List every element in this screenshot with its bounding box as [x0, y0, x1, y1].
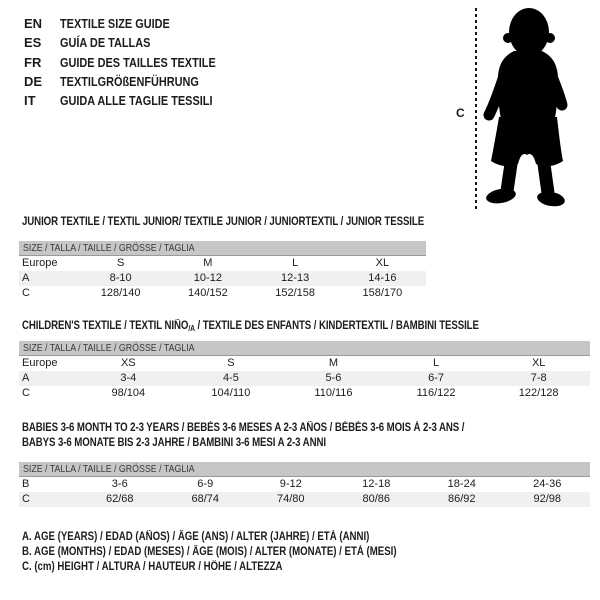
table-cell: XL — [531, 357, 546, 369]
table-cell: 74/80 — [276, 493, 305, 505]
language-title: TEXTILGRÖßENFÜHRUNG — [60, 73, 199, 89]
table-cell: L — [292, 257, 299, 269]
size-bar-label: SIZE / TALLA / TAILLE / GRÖSSE / TAGLIA — [23, 342, 195, 354]
language-code: DE — [24, 73, 43, 89]
babies-title-line1: BABIES 3-6 MONTH TO 2-3 YEARS / BEBÉS 3-6 MESES A 2-3 AÑOS / BÉBÉS 3-6 MOIS À 2-3 ANS / — [22, 422, 465, 434]
table-cell: 5-6 — [325, 372, 342, 384]
language-row-en — [24, 14, 245, 33]
table-cell: 12-13 — [281, 272, 310, 284]
babies-section-title — [22, 421, 549, 450]
row-label: Europe — [22, 257, 58, 269]
table-cell: 98/104 — [111, 387, 146, 399]
babies-size-table — [19, 462, 590, 507]
table-cell: 80/86 — [362, 493, 391, 505]
table-cell: M — [328, 357, 339, 369]
table-cell: 3-6 — [111, 478, 128, 490]
size-bar — [19, 462, 590, 477]
table-row-height — [19, 286, 426, 301]
height-measure-label: C — [456, 106, 465, 120]
language-title-list — [24, 14, 245, 110]
table-row-age-months — [19, 477, 590, 492]
language-row-de — [24, 72, 245, 91]
table-cell: 10-12 — [193, 272, 222, 284]
table-cell: 68/74 — [191, 493, 220, 505]
size-bar-label: SIZE / TALLA / TAILLE / GRÖSSE / TAGLIA — [23, 242, 195, 254]
table-cell: 12-18 — [362, 478, 391, 490]
language-title: GUIDA ALLE TAGLIE TESSILI — [60, 93, 213, 109]
language-code: IT — [24, 93, 36, 109]
row-label: C — [22, 493, 30, 505]
table-cell: 8-10 — [109, 272, 132, 284]
table-cell: 4-5 — [222, 372, 239, 384]
measure-legend — [22, 530, 468, 576]
children-title-part2: / TEXTILE DES ENFANTS / KINDERTEXTIL / BAMBINI TESSILE — [194, 320, 479, 332]
table-cell: 110/116 — [314, 387, 353, 399]
table-cell: 92/98 — [533, 493, 562, 505]
size-bar-label: SIZE / TALLA / TAILLE / GRÖSSE / TAGLIA — [23, 463, 195, 475]
table-cell: 140/152 — [187, 287, 228, 299]
table-cell: S — [227, 357, 235, 369]
row-label: Europe — [22, 357, 58, 369]
table-cell: 122/128 — [518, 387, 559, 399]
table-row-height — [19, 492, 590, 507]
children-title-subscript: /A — [188, 324, 195, 333]
table-cell: M — [203, 257, 213, 269]
table-row-height — [19, 386, 590, 401]
language-title: GUÍA DE TALLAS — [60, 35, 151, 51]
language-code: FR — [24, 54, 42, 70]
table-cell: 6-9 — [197, 478, 214, 490]
children-title-text — [22, 320, 479, 333]
row-label: A — [22, 272, 30, 284]
table-row-age — [19, 371, 590, 386]
row-label: A — [22, 372, 30, 384]
table-cell: 7-8 — [530, 372, 547, 384]
table-cell: 14-16 — [368, 272, 397, 284]
language-row-fr — [24, 53, 245, 72]
table-cell: L — [433, 357, 440, 369]
junior-section-title — [22, 216, 501, 228]
table-cell: 86/92 — [447, 493, 476, 505]
table-cell: 3-4 — [120, 372, 137, 384]
language-title: TEXTILE SIZE GUIDE — [60, 16, 170, 31]
row-label: C — [22, 387, 30, 399]
height-dashed-line — [475, 8, 477, 211]
language-row-it — [24, 91, 245, 110]
language-title: GUIDE DES TAILLES TEXTILE — [60, 54, 216, 70]
table-cell: S — [116, 257, 125, 269]
row-label: B — [22, 478, 30, 490]
table-cell: 158/170 — [362, 287, 403, 299]
table-cell: 24-36 — [533, 478, 562, 490]
table-cell: 62/68 — [105, 493, 134, 505]
table-cell: 128/140 — [100, 287, 141, 299]
table-cell: 116/122 — [416, 387, 456, 399]
table-cell: XS — [120, 357, 136, 369]
junior-size-table — [19, 241, 426, 301]
table-cell: 6-7 — [428, 372, 445, 384]
table-row-age — [19, 271, 426, 286]
legend-line-a: A. AGE (YEARS) / EDAD (AÑOS) / ÂGE (ANS) / ALTER (JAHRE) / ETÀ (ANNI) — [22, 531, 370, 543]
table-cell: 104/110 — [211, 387, 251, 399]
babies-title-line2: BABYS 3-6 MONATE BIS 2-3 JAHRE / BAMBINI 3-6 MESI A 2-3 ANNI — [22, 436, 326, 449]
legend-line-b: B. AGE (MONTHS) / EDAD (MESES) / ÂGE (MOIS) / ALTER (MONATE) / ETÀ (MESI) — [22, 546, 397, 559]
size-bar — [19, 241, 426, 256]
junior-title-text: JUNIOR TEXTILE / TEXTIL JUNIOR/ TEXTILE JUNIOR / JUNIORTEXTIL / JUNIOR TESSILE — [22, 216, 425, 228]
children-size-table — [19, 341, 590, 401]
children-title-part1: CHILDREN'S TEXTILE / TEXTIL NIÑO — [22, 320, 189, 332]
size-bar — [19, 341, 590, 356]
row-label: C — [22, 287, 30, 299]
table-cell: XL — [375, 257, 390, 269]
table-cell: 152/158 — [275, 287, 315, 299]
table-cell: 9-12 — [279, 478, 302, 490]
legend-line-c: C. (cm) HEIGHT / ALTURA / HAUTEUR / HÖHE / ALTEZZA — [22, 561, 283, 574]
table-cell: 18-24 — [447, 478, 476, 490]
table-row-europe — [19, 256, 426, 271]
language-code: ES — [24, 35, 42, 51]
language-row-es — [24, 33, 245, 52]
children-section-title — [22, 320, 566, 333]
baby-silhouette-icon — [482, 5, 574, 210]
language-code: EN — [24, 16, 43, 31]
table-row-europe — [19, 356, 590, 371]
